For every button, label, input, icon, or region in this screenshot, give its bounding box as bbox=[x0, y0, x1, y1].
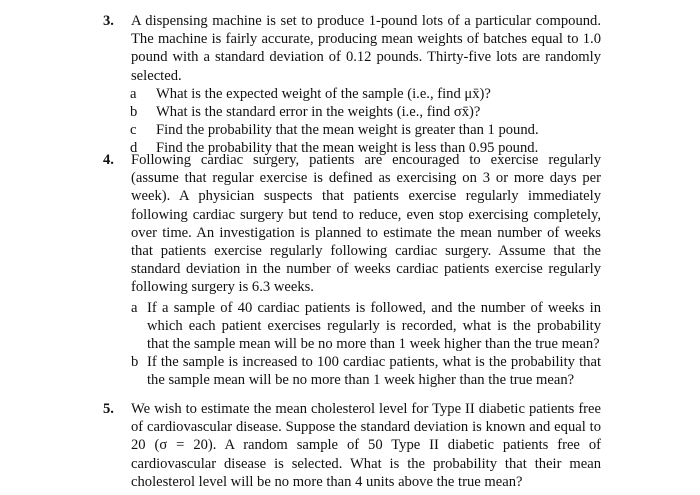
sub-question-label: d bbox=[130, 140, 138, 157]
sub-question-text: Find the probability that the mean weight is greater than 1 pound. bbox=[156, 122, 539, 139]
sub-question-text: If the sample is increased to 100 cardiac patients, what is the probability that the sample mean will be no more than 1 week higher than the true mean? bbox=[147, 354, 601, 389]
sub-question-label: b bbox=[130, 104, 138, 120]
sub-question-label: c bbox=[130, 122, 137, 139]
sub-question-b bbox=[131, 103, 601, 121]
sub-question-a bbox=[131, 299, 601, 354]
sub-question-b bbox=[131, 353, 601, 389]
problem-number: 4. bbox=[103, 152, 114, 168]
problem-text: Following cardiac surgery, patients are encouraged to exercise regularly (assume that regular exercise is defined as exercising on 3 or more days per week). A physician suspects that patients exercise regularly immediately following cardiac surgery but tend to reduce, even stop exercising completely, over time. An investigation is planned to estimate the mean number of weeks that patients exercise regularly following cardiac surgery. Assume that the standard deviation in the number of weeks cardiac patients exercise regularly following surgery is 6.3 weeks. bbox=[131, 152, 601, 296]
problem-number: 3. bbox=[103, 13, 114, 29]
sub-question-text: If a sample of 40 cardiac patients is followed, and the number of weeks in which each patient exercises regularly is recorded, what is the probability that the sample mean will be no more than 1 week higher than the true mean? bbox=[147, 299, 601, 353]
problem-text: A dispensing machine is set to produce 1-pound lots of a particular compound. The machine is fairly accurate, producing mean weights of batches equal to 1.0 pound with a standard deviation of 0.12 pounds. Thirty-five lots are randomly selected. bbox=[131, 13, 601, 84]
sub-question-text: What is the standard error in the weights (i.e., find σx̄)? bbox=[156, 104, 481, 120]
problem-text: We wish to estimate the mean cholesterol level for Type II diabetic patients free of cardiovascular disease. Suppose the standard deviation is known and equal to 20 (σ = 20). A random sample of 50 Type II diabetic patients free of cardiovascular disease is selected. What is the probability that their mean cholesterol level will be no more than 4 units above the true mean? bbox=[131, 401, 601, 490]
sub-question-text: What is the expected weight of the sample (i.e., find μx̄)? bbox=[156, 85, 491, 102]
sub-question-text: Find the probability that the mean weight is less than 0.95 pound. bbox=[156, 140, 539, 157]
sub-question-c bbox=[131, 121, 601, 139]
sub-question-label: b bbox=[131, 354, 139, 371]
sub-question-label: a bbox=[131, 299, 138, 316]
sub-question-label: a bbox=[130, 85, 137, 102]
sub-question-a bbox=[131, 85, 601, 103]
problem-number: 5. bbox=[103, 401, 114, 417]
